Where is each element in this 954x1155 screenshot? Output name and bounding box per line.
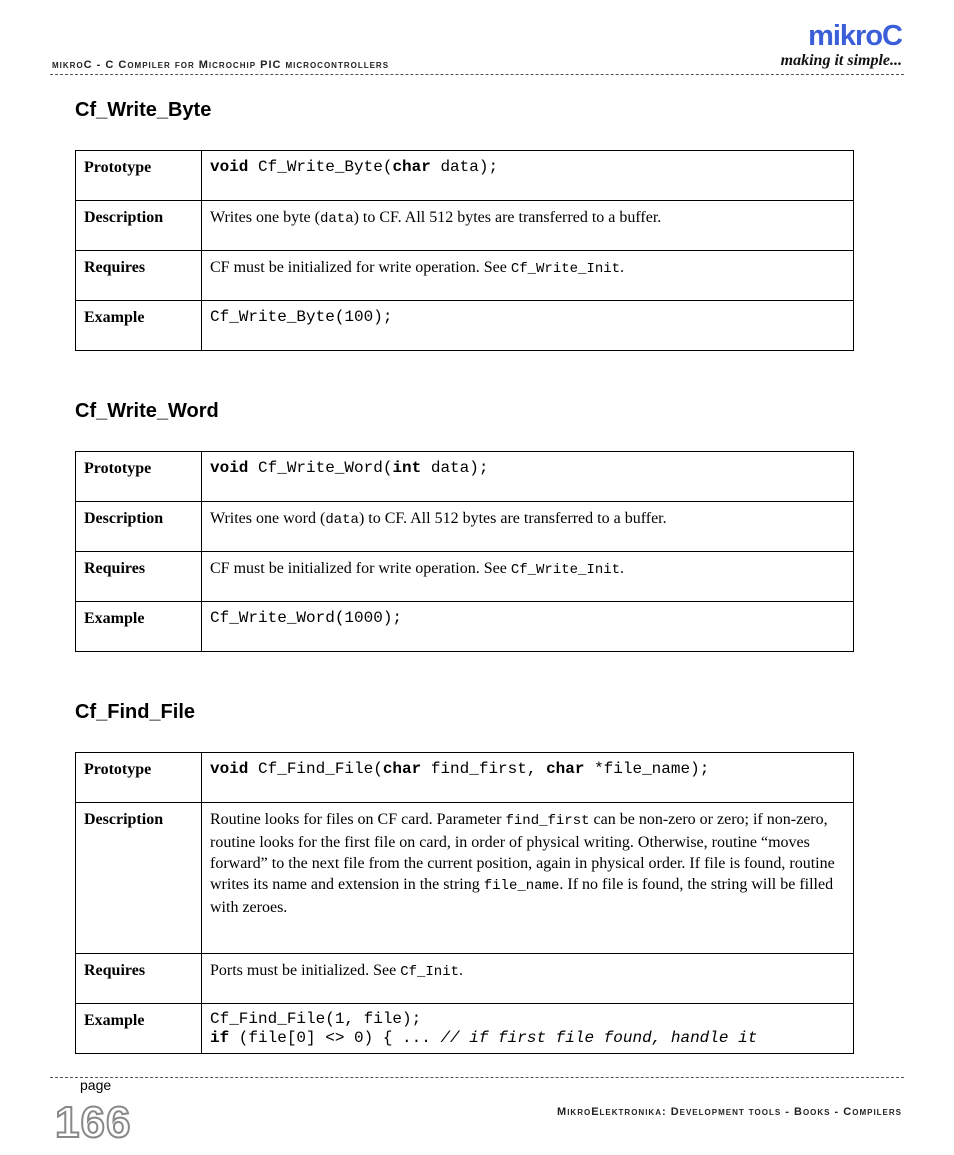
requires-row	[76, 954, 854, 1004]
code-keyword: void	[210, 760, 249, 778]
text: Writes one byte (	[210, 209, 320, 226]
spec-table-cf-write-word	[75, 451, 854, 652]
code-text: Cf_Write_Word(	[248, 459, 393, 477]
example-value: Cf_Write_Word(1000);	[202, 602, 854, 652]
description-value	[202, 803, 854, 954]
inline-code: data	[325, 512, 359, 528]
prototype-label: Prototype	[76, 452, 202, 502]
mikroc-logo: mikroC	[808, 20, 902, 52]
description-label: Description	[76, 201, 202, 251]
example-label: Example	[76, 301, 202, 351]
text: . If no file is found, the string will be filled with zeroes.	[210, 876, 834, 916]
code-keyword: char	[392, 158, 431, 176]
example-row	[76, 301, 854, 351]
prototype-value	[202, 151, 854, 201]
header-title: mikroC - C Compiler for Microchip PIC microcontrollers	[52, 59, 390, 71]
description-value	[202, 502, 854, 552]
code-text: Cf_Find_File(	[248, 760, 383, 778]
page-label: page	[80, 1077, 112, 1093]
code-line	[210, 1029, 845, 1048]
inline-code: Cf_Init	[400, 964, 460, 980]
code-text: Cf_Write_Byte(	[248, 158, 393, 176]
text: .	[620, 259, 625, 276]
code-comment: // if first file found, handle it	[440, 1029, 758, 1047]
code-keyword: if	[210, 1029, 230, 1047]
section-title-cf-write-word: Cf_Write_Word	[75, 400, 219, 422]
example-value	[202, 1004, 854, 1054]
prototype-value	[202, 753, 854, 803]
code-keyword: char	[382, 760, 422, 778]
requires-row	[76, 552, 854, 602]
inline-code: data	[319, 211, 354, 227]
description-row	[76, 502, 854, 552]
text: .	[620, 560, 625, 577]
prototype-row	[76, 151, 854, 201]
code-text: find_first,	[421, 760, 547, 778]
inline-code: Cf_Write_Init	[510, 261, 621, 277]
section-title-cf-find-file: Cf_Find_File	[75, 701, 196, 723]
prototype-label: Prototype	[76, 753, 202, 803]
header-divider	[50, 74, 904, 75]
code-keyword: void	[210, 459, 249, 477]
description-value	[202, 201, 854, 251]
description-label: Description	[76, 502, 202, 552]
code-keyword: void	[210, 158, 249, 176]
example-value: Cf_Write_Byte(100);	[202, 301, 854, 351]
description-row	[76, 201, 854, 251]
text: Ports must be initialized. See	[210, 962, 401, 979]
text: CF must be initialized for write operation. See	[210, 259, 511, 276]
example-row	[76, 1004, 854, 1054]
inline-code: file_name	[483, 878, 560, 894]
tagline: making it simple...	[780, 52, 902, 69]
text: ) to CF. All 512 bytes are transferred to a buffer.	[353, 209, 662, 226]
inline-code: Cf_Write_Init	[510, 562, 621, 578]
code-text: data);	[421, 459, 489, 477]
requires-value	[202, 251, 854, 301]
text: Writes one word (	[210, 510, 326, 527]
description-label: Description	[76, 803, 202, 954]
requires-value	[202, 954, 854, 1004]
example-label: Example	[76, 602, 202, 652]
inline-code: find_first	[505, 813, 590, 829]
prototype-value	[202, 452, 854, 502]
spec-table-cf-find-file	[75, 752, 854, 1054]
example-label: Example	[76, 1004, 202, 1054]
requires-label: Requires	[76, 954, 202, 1004]
text: Routine looks for files on CF card. Parameter	[210, 811, 506, 828]
code-keyword: int	[392, 459, 422, 477]
description-row	[76, 803, 854, 954]
text: .	[459, 962, 464, 979]
text: CF must be initialized for write operation. See	[210, 560, 511, 577]
spec-table-cf-write-byte	[75, 150, 854, 351]
code-text: data);	[430, 158, 499, 176]
section-title-cf-write-byte: Cf_Write_Byte	[75, 99, 212, 121]
code-line: Cf_Find_File(1, file);	[210, 1010, 422, 1028]
requires-label: Requires	[76, 251, 202, 301]
requires-row	[76, 251, 854, 301]
text: ) to CF. All 512 bytes are transferred to a buffer.	[358, 510, 667, 527]
text: can be non-zero or zero; if non-zero, routine looks for the first file on card, in order of physical writing. Otherwise, routine “moves forward” to the next file from the current position, again in physical order. If file is found, routine writes its name and extension in the string	[210, 811, 835, 893]
page-number: 166	[55, 1098, 132, 1147]
footer-title: MikroElektronika: Development tools - Books - Compilers	[557, 1106, 902, 1118]
code-text: (file[0] <> 0) { ...	[229, 1029, 441, 1047]
prototype-row	[76, 753, 854, 803]
requires-value	[202, 552, 854, 602]
prototype-row	[76, 452, 854, 502]
requires-label: Requires	[76, 552, 202, 602]
code-text: *file_name);	[584, 760, 710, 778]
prototype-label: Prototype	[76, 151, 202, 201]
footer-divider	[50, 1077, 904, 1078]
code-keyword: char	[546, 760, 585, 778]
example-row	[76, 602, 854, 652]
